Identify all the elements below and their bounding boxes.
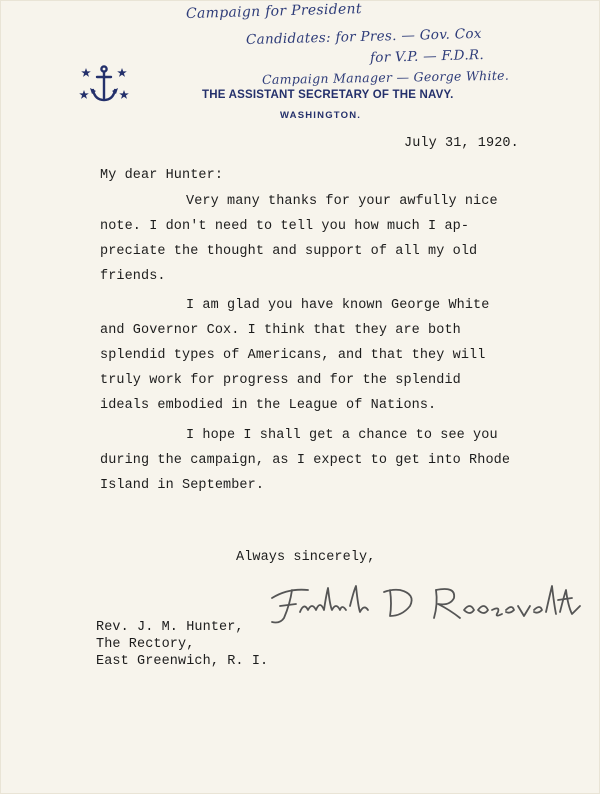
annotation-line-2: Candidates: for Pres. — Gov. Cox (245, 25, 482, 48)
letterhead-city: WASHINGTON. (280, 110, 362, 121)
paragraph-2-line-2: and Governor Cox. I think that they are both (100, 323, 461, 338)
letter-date: July 31, 1920. (404, 136, 519, 151)
paragraph-3-line-3: Island in September. (100, 478, 265, 493)
handwritten-signature (266, 576, 584, 630)
recipient-line-3: East Greenwich, R. I. (96, 654, 269, 669)
annotation-line-1: Campaign for President (185, 1, 363, 22)
annotation-line-3: for V.P. — F.D.R. (369, 47, 485, 66)
annotation-line-4: Campaign Manager — George White. (261, 67, 510, 87)
paragraph-2-line-5: ideals embodied in the League of Nations. (100, 398, 437, 413)
paragraph-3-line-2: during the campaign, as I expect to get into Rhode (100, 453, 511, 468)
recipient-line-2: The Rectory, (96, 637, 195, 652)
salutation: My dear Hunter: (100, 168, 224, 183)
paragraph-2-line-1: I am glad you have known George White (186, 298, 490, 313)
letterhead-title: THE ASSISTANT SECRETARY OF THE NAVY. (202, 89, 454, 101)
closing: Always sincerely, (236, 550, 376, 565)
paragraph-3-line-1: I hope I shall get a chance to see you (186, 428, 498, 443)
recipient-line-1: Rev. J. M. Hunter, (96, 620, 244, 635)
anchor-with-stars-icon (78, 64, 130, 104)
paragraph-1-line-4: friends. (100, 269, 166, 284)
paragraph-1-line-2: note. I don't need to tell you how much I ap- (100, 219, 470, 234)
paragraph-1-line-1: Very many thanks for your awfully nice (186, 194, 498, 209)
paragraph-1-line-3: preciate the thought and support of all my old (100, 244, 478, 259)
paragraph-2-line-3: splendid types of Americans, and that they will (100, 348, 486, 363)
paragraph-2-line-4: truly work for progress and for the splendid (100, 373, 461, 388)
